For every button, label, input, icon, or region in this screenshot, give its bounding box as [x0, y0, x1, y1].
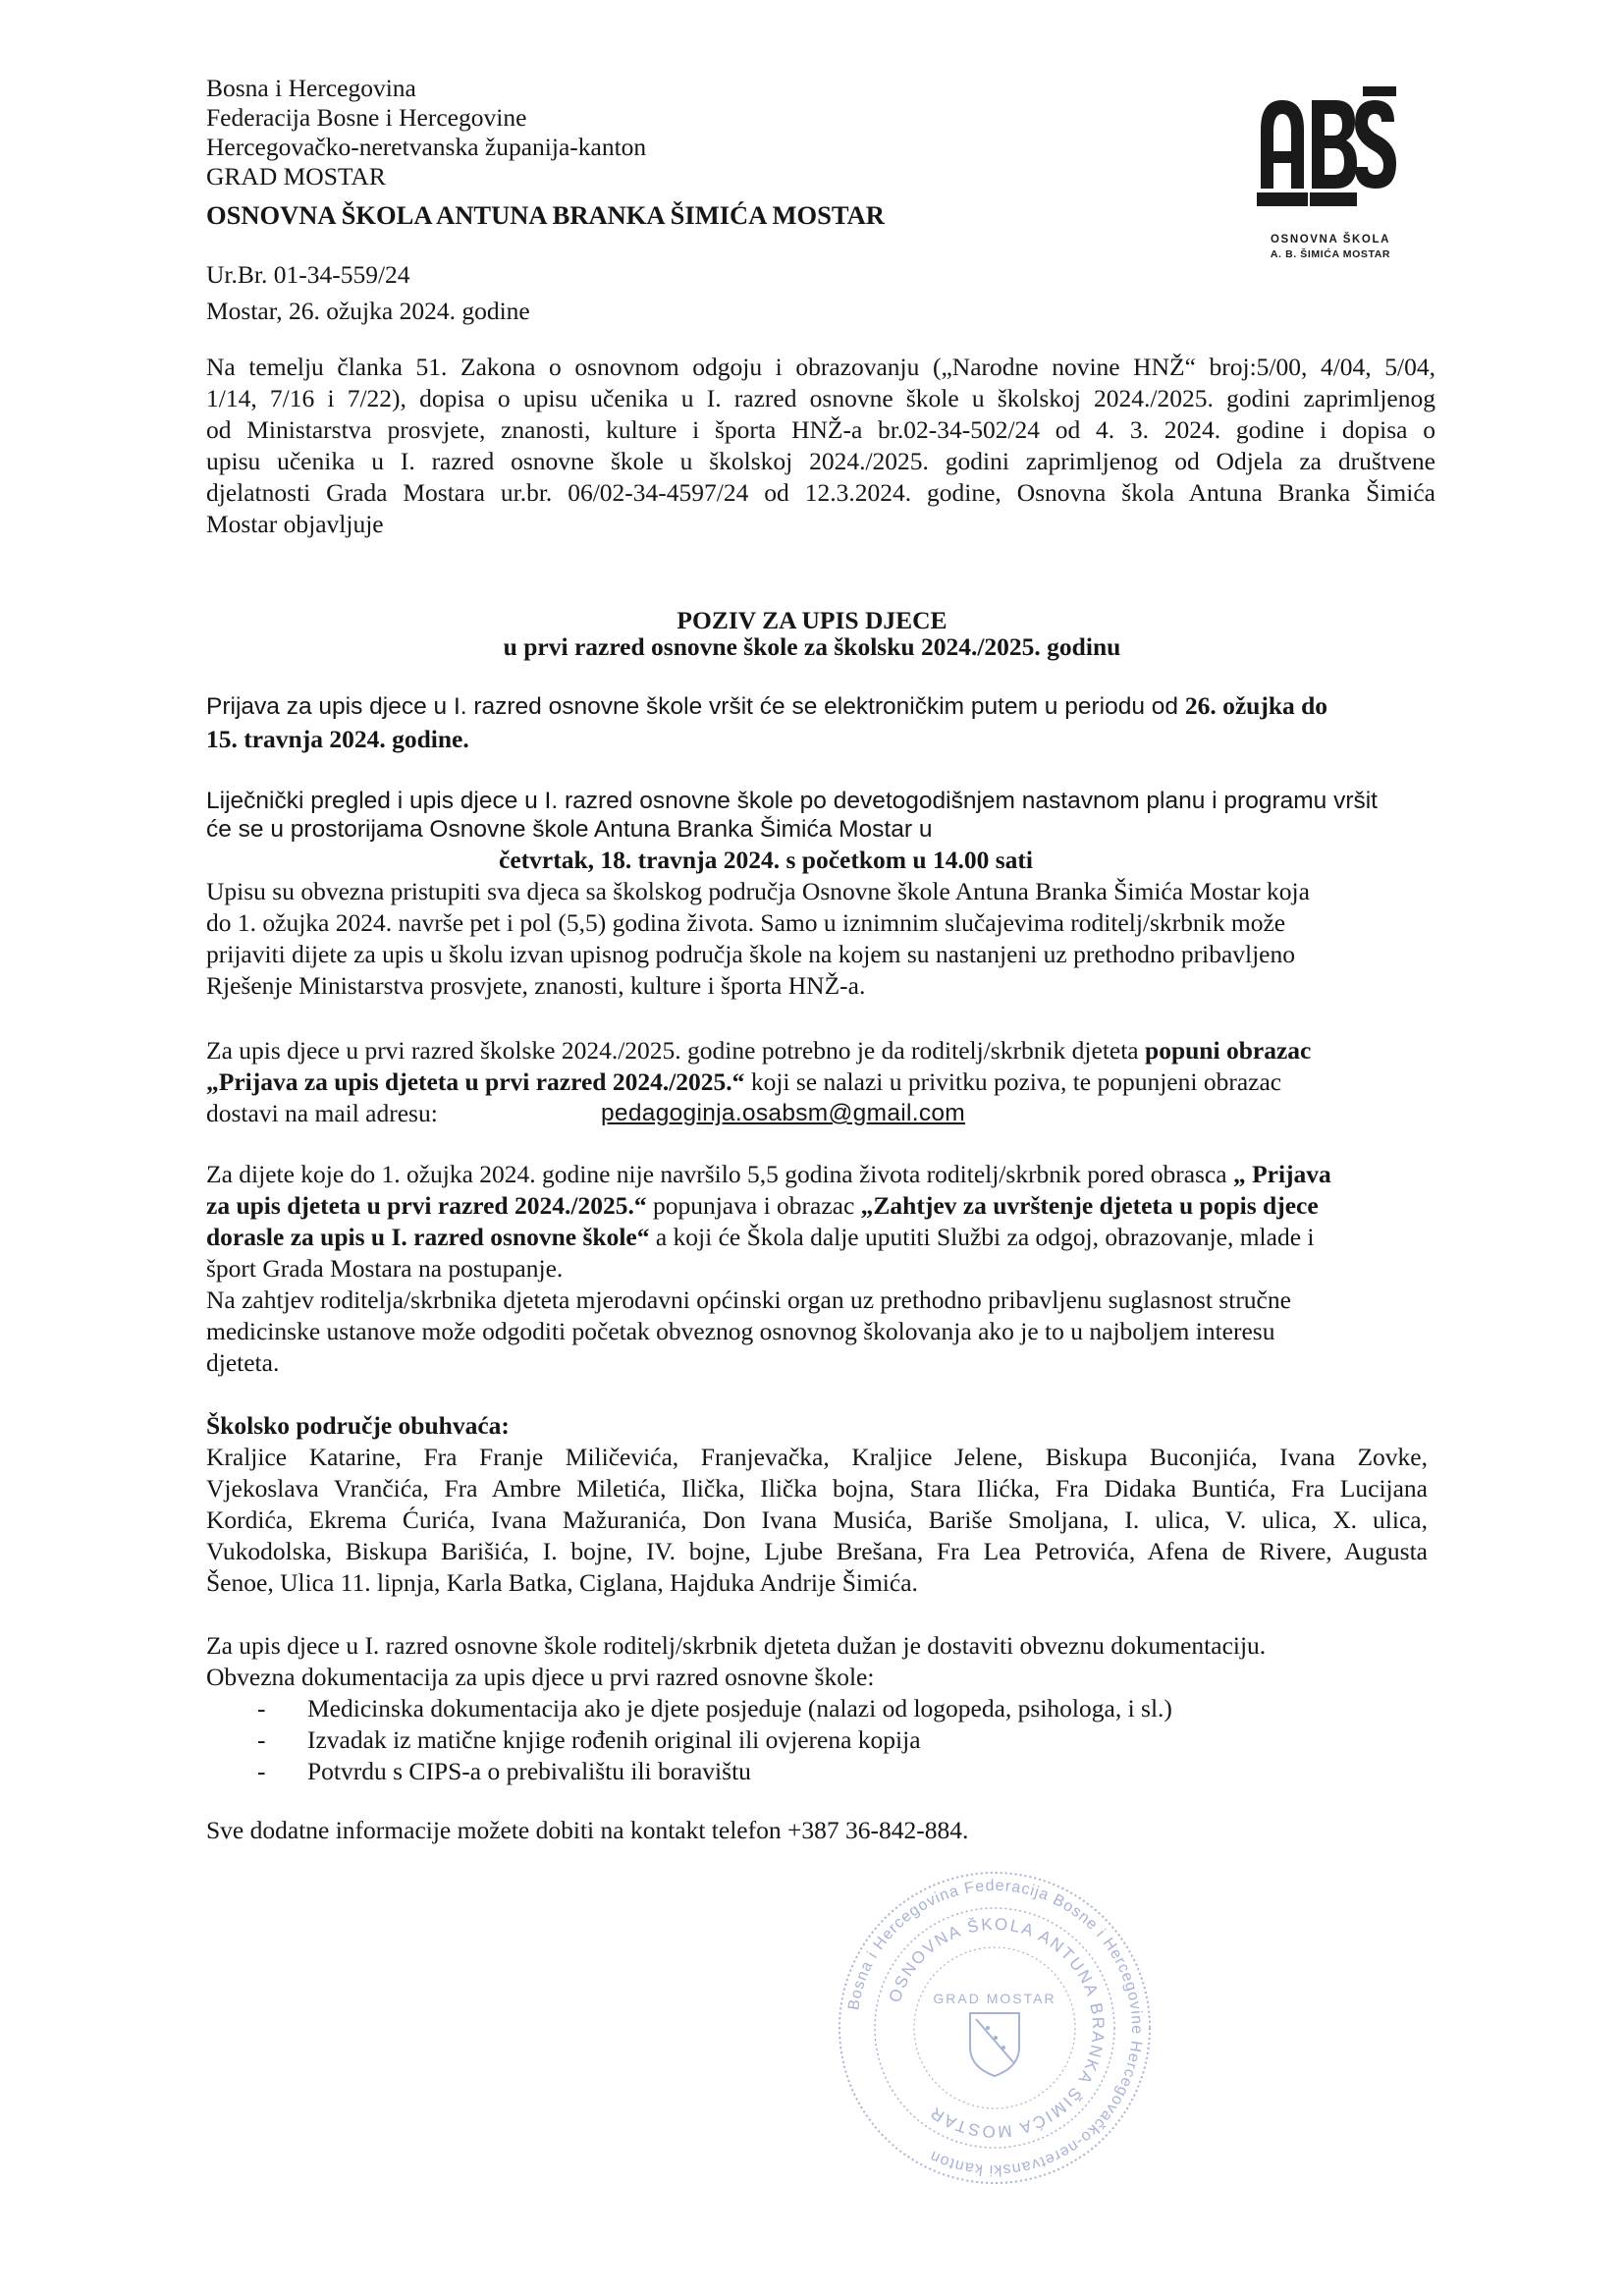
school-area-line: Šenoe, Ulica 11. lipnja, Karla Batka, Ciglana, Hajduka Andrije Šimića. — [206, 1568, 918, 1597]
exam-line: Rješenje Ministarstva prosvjete, znanosti, kulture i športa HNŽ-a. — [206, 971, 866, 1000]
header-line-federation: Federacija Bosne i Hercegovine — [206, 103, 527, 132]
form-line: „Prijava za upis djeteta u prvi razred 2024./2025.“ koji se nalazi u privitku poziva, te popunjeni obrazac — [206, 1067, 1282, 1096]
intro-line: Mostar objavljuje — [206, 510, 384, 538]
exam-line: do 1. ožujka 2024. navrše pet i pol (5,5) godina života. Samo u iznimnim slučajevima roditelj/skrbnik može — [206, 908, 1286, 937]
document-subtitle: u prvi razred osnovne škole za školsku 2024./2025. godinu — [503, 632, 1121, 661]
intro-line: djelatnosti Grada Mostara ur.br. 06/02-34-4597/24 od 12.3.2024. godine, Osnovna škola Antuna Branka Šimića — [206, 478, 1435, 507]
form-line-email-label: dostavi na mail adresu: — [206, 1099, 438, 1127]
exam-line: Liječnički pregled i upis djece u I. razred osnovne škole po devetogodišnjem nastavnom planu i programu vršit — [206, 788, 1378, 814]
exam-line: će se u prostorijama Osnovne škole Antuna Branka Šimića Mostar u — [206, 816, 933, 843]
svg-text:OSNOVNA ŠKOLA ANTUNA BRANKA ŠI: OSNOVNA ŠKOLA ANTUNA BRANKA ŠIMIĆA MOSTAR — [885, 1914, 1109, 2142]
school-area-line: Kordića, Ekrema Ćurića, Ivana Mažuranića, Don Ivana Musića, Bariše Smoljana, I. ulica, V. ulica, X. ulica, — [206, 1505, 1428, 1534]
registration-line: Prijava za upis djece u I. razred osnovne škole vršit će se elektroničkim putem u periodu od 26. ožujka do — [206, 691, 1328, 720]
underage-line: za upis djeteta u prvi razred 2024./2025.“ popunjava i obrazac „Zahtjev za uvrštenje djeteta u popis djece — [206, 1191, 1319, 1220]
contact-line: Sve dodatne informacije možete dobiti na kontakt telefon +387 36-842-884. — [206, 1816, 969, 1844]
exam-line: Upisu su obvezna pristupiti sva djeca sa školskog područja Osnovne škole Antuna Branka Šimića Mostar koja — [206, 877, 1310, 905]
intro-line: 1/14, 7/16 i 7/22), dopisa o upisu učenika u I. razred osnovne škole u školskoj 2024./2025. godini zaprimljenog — [206, 384, 1435, 412]
school-area-line: Vukodolska, Biskupa Barišića, I. bojne, IV. bojne, Ljube Brešana, Fra Lea Petrovića, Afena de Rivere, Augusta — [206, 1537, 1428, 1565]
bullet-dash: - — [257, 1757, 266, 1785]
registration-end-date: 15. travnja 2024. godine. — [206, 725, 469, 753]
document-item: Potvrdu s CIPS-a o prebivalištu ili boravištu — [307, 1757, 751, 1785]
exam-line: prijaviti dijete za upis u školu izvan upisnog područja škole na kojem su nastanjeni uz prethodno pribavljeno — [206, 940, 1296, 968]
bullet-dash: - — [257, 1694, 266, 1722]
school-area-line: Kraljice Katarine, Fra Franje Miličevića, Franjevačka, Kraljice Jelene, Biskupa Buconjića, Ivana Zovke, — [206, 1443, 1428, 1471]
intro-line: od Ministarstva prosvjete, znanosti, kulture i športa HNŽ-a br.02-34-502/24 od 4. 3. 2024. godine i dopisa o — [206, 415, 1435, 444]
header-line-city: GRAD MOSTAR — [206, 162, 386, 191]
official-stamp — [833, 1866, 1157, 2190]
bullet-dash: - — [257, 1725, 266, 1754]
form-name: „Prijava za upis djeteta u prvi razred 2024./2025.“ — [206, 1067, 745, 1096]
exam-date: četvrtak, 18. travnja 2024. s početkom u 14.00 sati — [499, 846, 1033, 874]
documents-line: Za upis djece u I. razred osnovne škole roditelj/skrbnik djeteta dužan je dostaviti obveznu dokumentaciju. — [206, 1631, 1267, 1660]
underage-line: šport Grada Mostara na postupanje. — [206, 1254, 564, 1283]
school-area-line: Vjekoslava Vrančića, Fra Ambre Miletića, Ilička, Ilička bojna, Stara Ilićka, Fra Didaka Buntića, Fra Lucijana — [206, 1474, 1428, 1503]
intro-line: upisu učenika u I. razred osnovne škole u školskoj 2024./2025. godini zaprimljenog od Odjela za društvene — [206, 447, 1435, 475]
school-name: OSNOVNA ŠKOLA ANTUNA BRANKA ŠIMIĆA MOSTAR — [206, 200, 885, 230]
document-item: Izvadak iz matične knjige rođenih original ili ovjerena kopija — [307, 1725, 921, 1754]
intro-line: Na temelju članka 51. Zakona o osnovnom odgoju i obrazovanju („Narodne novine HNŽ“ broj:5/00, 4/04, 5/04, — [206, 353, 1435, 381]
underage-line: dorasle za upis u I. razred osnovne škole“ a koji će Škola dalje uputiti Službi za odgoj, obrazovanje, mlade i — [206, 1223, 1315, 1251]
stamp-seal — [833, 1866, 1157, 2190]
form-line: Za upis djece u prvi razred školske 2024./2025. godine potrebno je da roditelj/skrbnik djeteta popuni obrazac — [206, 1036, 1312, 1065]
documents-line: Obvezna dokumentacija za upis djece u prvi razred osnovne škole: — [206, 1663, 875, 1691]
school-logo-mark — [1247, 79, 1414, 226]
place-and-date: Mostar, 26. ožujka 2024. godine — [206, 297, 530, 325]
email-link[interactable]: pedagoginja.osabsm@gmail.com — [601, 1100, 966, 1126]
registration-start-date: 26. ožujka do — [1184, 691, 1328, 720]
svg-text:Bosna i Hercegovina Federacija: Bosna i Hercegovina Federacija Bosne i Hercegovine Hercegovačko-neretvanski kanton — [845, 1877, 1146, 2179]
svg-text:GRAD MOSTAR: GRAD MOSTAR — [933, 1991, 1056, 2006]
logo-caption-line1: OSNOVNA ŠKOLA — [1271, 234, 1390, 246]
header-line-canton: Hercegovačko-neretvanska županija-kanton — [206, 133, 647, 161]
school-logo — [1247, 79, 1414, 271]
underage-line: Za dijete koje do 1. ožujka 2024. godine nije navršilo 5,5 godina života roditelj/skrbnik pored obrasca „ Prijava — [206, 1160, 1331, 1188]
document-title: POZIV ZA UPIS DJECE — [677, 606, 947, 634]
school-area-heading: Školsko područje obuhvaća: — [206, 1411, 510, 1440]
underage-line: Na zahtjev roditelja/skrbnika djeteta mjerodavni općinski organ uz prethodno pribavljenu suglasnost stručne — [206, 1285, 1291, 1314]
document-item: Medicinska dokumentacija ako je djete posjeduje (nalazi od logopeda, psihologa, i sl.) — [307, 1694, 1172, 1722]
reference-number: Ur.Br. 01-34-559/24 — [206, 260, 410, 289]
underage-line: djeteta. — [206, 1348, 280, 1377]
logo-caption-line2: A. B. ŠIMIĆA MOSTAR — [1270, 248, 1391, 260]
underage-line: medicinske ustanove može odgoditi početak obveznog osnovnog školovanja ako je to u najboljem interesu — [206, 1317, 1275, 1345]
header-line-country: Bosna i Hercegovina — [206, 74, 416, 102]
